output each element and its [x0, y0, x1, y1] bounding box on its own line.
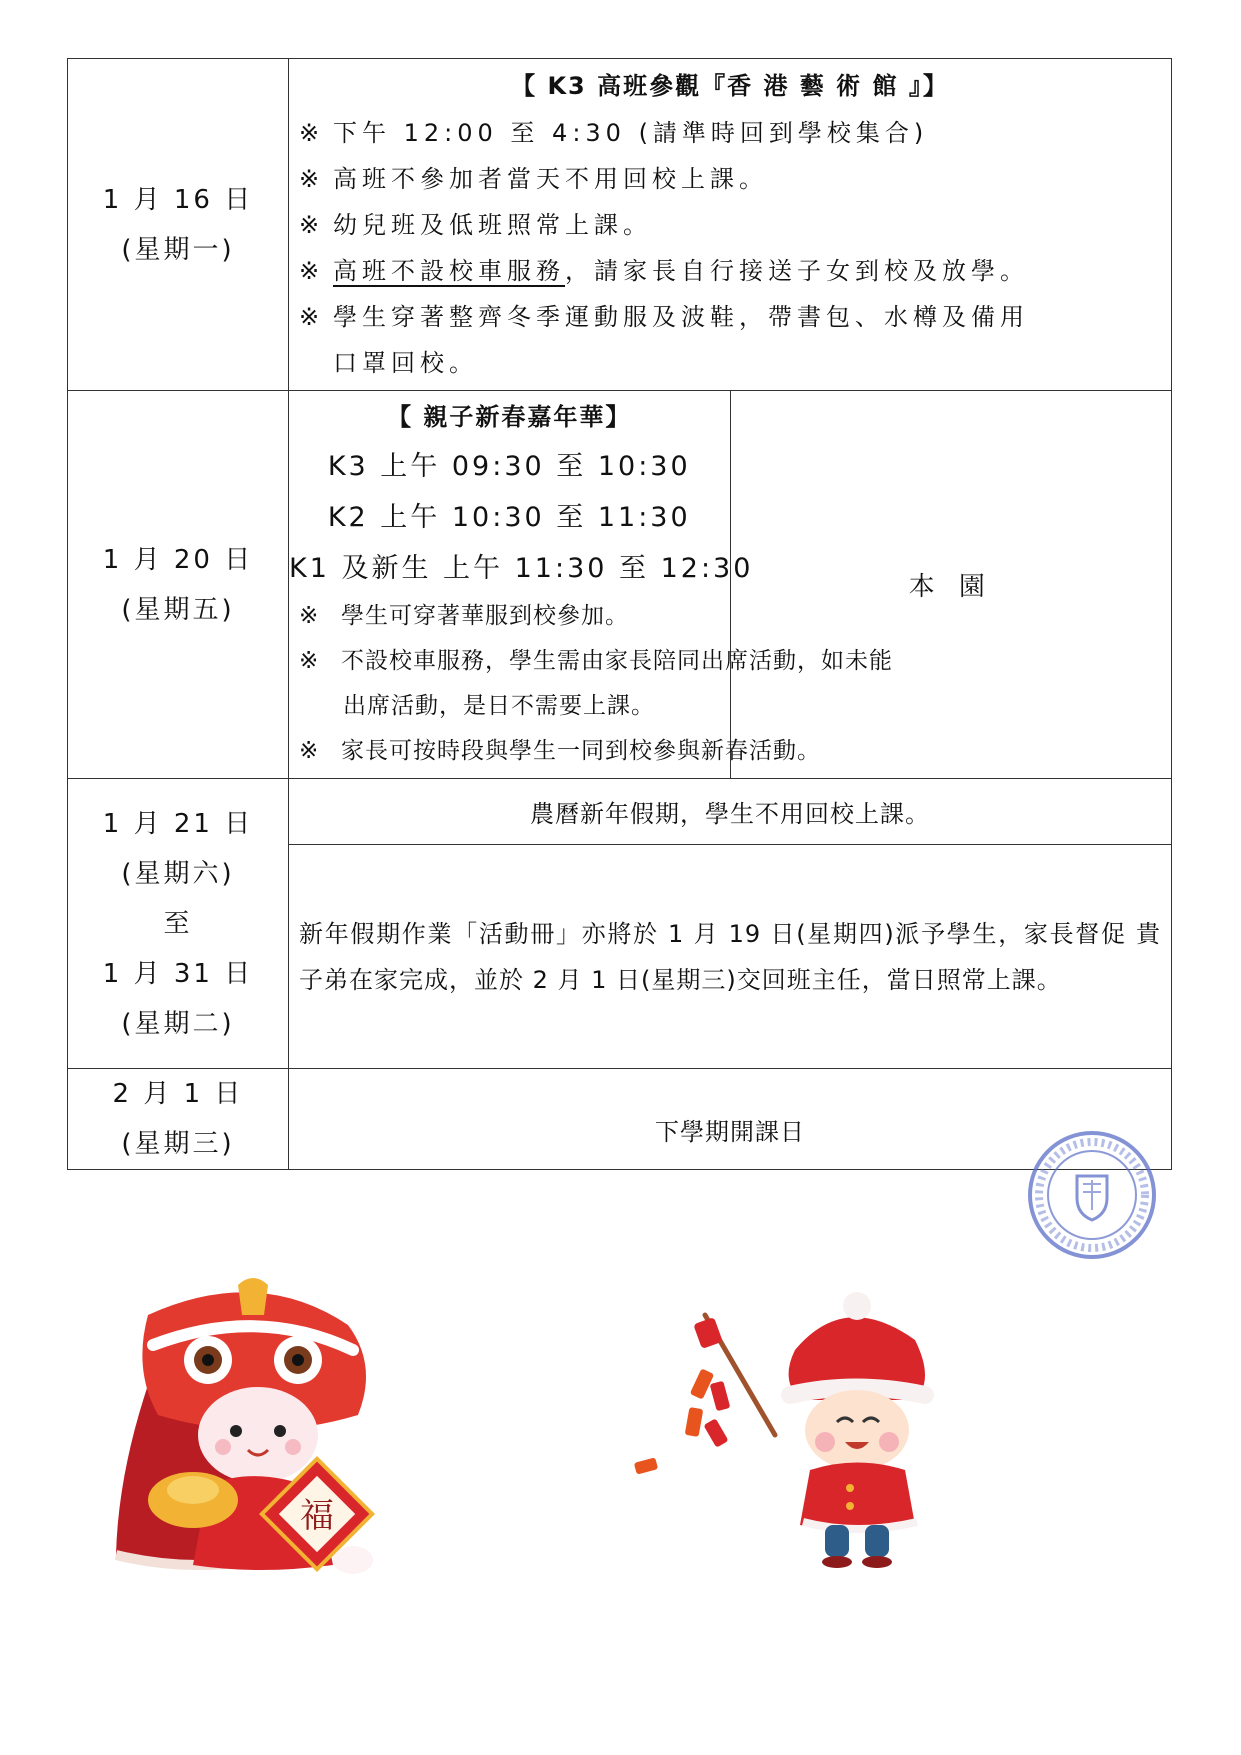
event-cell — [289, 391, 893, 779]
range-to-label: 至 — [163, 908, 193, 939]
svg-text:福: 福 — [300, 1496, 334, 1536]
event-title: 【 親子新春嘉年華】 — [387, 403, 632, 431]
date-cell — [68, 391, 289, 779]
note-continuation: 口罩回校。 — [333, 348, 478, 377]
date-cell — [68, 1069, 289, 1170]
reference-mark: ※ — [299, 738, 319, 764]
reference-mark: ※ — [299, 302, 320, 331]
schedule-row-jan16 — [68, 59, 1172, 391]
lion-dance-rabbit-icon — [108, 1275, 408, 1575]
venue-cell: 本 園 — [730, 391, 1172, 779]
note-item: ※ 學生穿著整齊冬季運動服及波鞋，帶書包、水樽及備用 — [289, 294, 1171, 340]
schedule-row-feb1 — [68, 1069, 1172, 1170]
time-slot: K3 上午 09:30 至 10:30 — [327, 451, 691, 482]
date-label: 2 月 1 日 — [112, 1079, 244, 1109]
event-cell — [289, 59, 1172, 391]
note-item: ※ 高班不設校車服務，請家長自行接送子女到校及放學。 — [289, 248, 1171, 294]
note-continuation: 出席活動，是日不需要上課。 — [343, 693, 655, 719]
time-slot: K2 上午 10:30 至 11:30 — [327, 502, 691, 533]
homework-notice: 新年假期作業「活動冊」亦將於 1 月 19 日(星期四)派予學生，家長督促 貴子弟在家完成，並於 2 月 1 日(星期三)交回班主任，當日照常上課。 — [299, 919, 1161, 994]
homework-cell — [289, 845, 1172, 1069]
date-cell — [68, 59, 289, 391]
note-item: ※ 家長可按時段與學生一同到校參與新春活動。 — [289, 729, 730, 774]
date-range-cell — [68, 779, 289, 1069]
event-title: 【 K3 高班參觀『香 港 藝 術 館 』】 — [511, 71, 949, 100]
time-slot: K1 及新生 上午 11:30 至 12:30 — [289, 553, 754, 584]
reference-mark: ※ — [299, 648, 319, 674]
note-item: ※ 學生可穿著華服到校參加。 — [289, 594, 730, 639]
note-item: ※ 不設校車服務，學生需由家長陪同出席活動，如未能 — [289, 639, 730, 684]
schedule-table — [67, 58, 1172, 1170]
firecracker-child-icon — [625, 1270, 955, 1570]
reference-mark: ※ — [299, 164, 320, 193]
reference-mark: ※ — [299, 118, 320, 147]
date-label: 1 月 21 日 — [102, 808, 254, 839]
schedule-row-holiday — [68, 779, 1172, 845]
date-label: 1 月 16 日 — [102, 184, 254, 215]
weekday-label: (星期三) — [121, 1129, 235, 1159]
weekday-label: (星期五) — [121, 594, 235, 625]
note-item: ※ 下午 12:00 至 4:30 (請準時回到學校集合) — [289, 110, 1171, 156]
note-item: ※ 幼兒班及低班照常上課。 — [289, 202, 1171, 248]
date-label: 1 月 31 日 — [102, 958, 254, 989]
school-seal-icon — [1025, 1128, 1159, 1262]
reference-mark: ※ — [299, 210, 320, 239]
reference-mark: ※ — [299, 603, 319, 629]
holiday-notice: 農曆新年假期，學生不用回校上課。 — [289, 779, 1172, 845]
weekday-label: (星期一) — [121, 234, 235, 265]
reference-mark: ※ — [299, 256, 320, 285]
weekday-label: (星期六) — [121, 858, 235, 889]
semester-start-label: 下學期開課日 — [655, 1117, 805, 1146]
weekday-label: (星期二) — [121, 1008, 235, 1039]
underlined-note: 高班不設校車服務 — [333, 256, 565, 285]
date-label: 1 月 20 日 — [102, 544, 254, 575]
note-item: ※ 高班不參加者當天不用回校上課。 — [289, 156, 1171, 202]
schedule-row-jan20 — [68, 391, 1172, 779]
